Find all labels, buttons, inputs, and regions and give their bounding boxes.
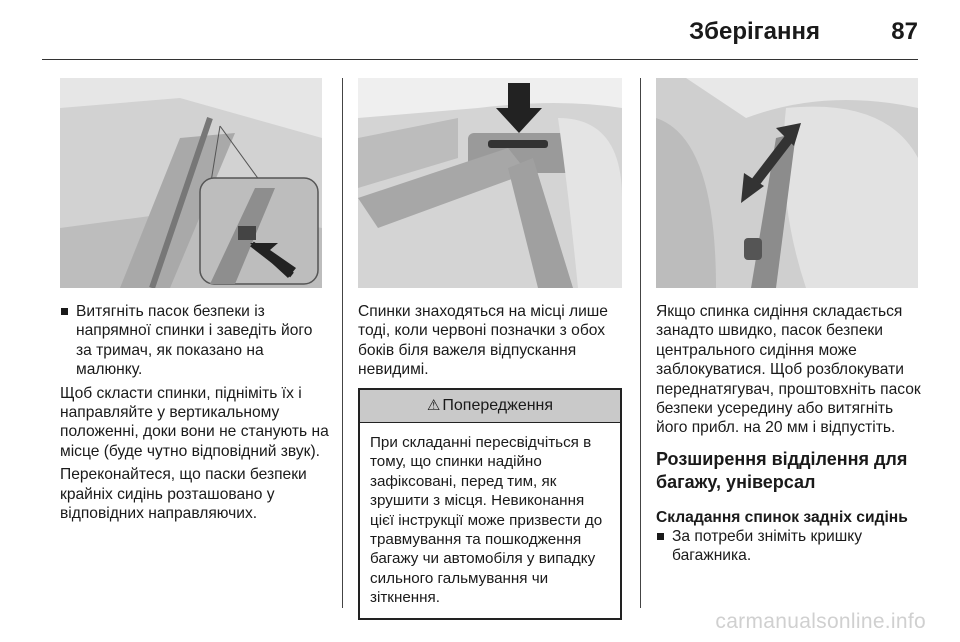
bullet-text: Витягніть пасок безпеки із напрямної спинки і заведіть його за тримач, як показано на малюнку. — [76, 303, 313, 379]
section-heading: Розширення відділення для багажу, універсал — [656, 448, 908, 492]
paragraph: Переконайтеся, що паски безпеки крайніх сидінь розташовано у відповідних направляючих. — [60, 466, 307, 523]
column-divider-2 — [640, 78, 641, 608]
paragraph: Спинки знаходяться на місці лише тоді, коли червоні позначки з обох боків біля важеля відпускання невидимі. — [358, 303, 608, 379]
bullet-square-icon — [657, 533, 664, 540]
belt-holder-illustration — [60, 78, 322, 288]
page-title: Зберігання — [689, 18, 820, 45]
belt-pretensioner-illustration — [656, 78, 918, 288]
figure-belt-holder — [60, 78, 322, 288]
warning-title: Попередження — [442, 396, 554, 414]
warning-triangle-icon: ⚠ — [426, 396, 441, 414]
subsection-heading: Складання спинок задніх сидінь — [656, 508, 908, 526]
bullet-item — [60, 302, 330, 380]
column-2 — [358, 302, 622, 620]
bullet-square-icon — [61, 308, 68, 315]
warning-header — [360, 390, 620, 423]
figure-seatback-release — [358, 78, 622, 288]
column-1 — [60, 302, 330, 527]
column-3 — [656, 302, 922, 570]
figure-belt-pretensioner — [656, 78, 918, 288]
bullet-item — [656, 527, 922, 566]
seatback-release-illustration — [358, 78, 622, 288]
paragraph: Щоб скласти спинки, підніміть їх і направляйте у вертикальному положенні, доки вони не станують на місце (буде чутно відповідний звук). — [60, 384, 329, 460]
warning-box — [358, 388, 622, 620]
page-number: 87 — [891, 18, 918, 45]
watermark: carmanualsonline.info — [715, 610, 926, 633]
header-divider — [42, 59, 918, 60]
column-divider-1 — [342, 78, 343, 608]
bullet-text: За потреби зніміть кришку багажника. — [672, 527, 863, 565]
paragraph: Якщо спинка сидіння складається занадто швидко, пасок безпеки центрального сидіння може заблокуватися. Щоб розблокувати переднатягувач, проштовхніть пасок безпеки усередину або витягніть його прибл. на 20 мм і відпустіть. — [656, 303, 921, 437]
warning-text: При складанні пересвідчіться в тому, що спинки надійно зафіксовані, перед тим, як зрушити з місця. Невиконання цієї інструкції може призвести до травмування та пошкодження багажу чи автомобіля у випадку сильного гальмування чи зіткнення. — [370, 434, 603, 607]
